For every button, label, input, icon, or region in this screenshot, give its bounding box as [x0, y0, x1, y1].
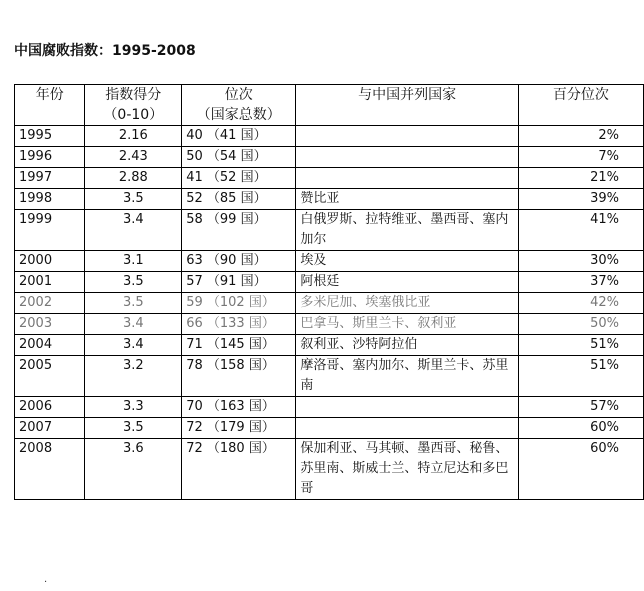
- table-row: [15, 210, 644, 251]
- percentile-cell: 2%: [518, 126, 643, 147]
- score-cell: 2.16: [85, 126, 182, 147]
- year-cell: 1999: [15, 210, 85, 251]
- rank-cell: 66 （133 国）: [182, 314, 296, 335]
- table-header-row: [15, 85, 644, 126]
- peers-cell: 阿根廷: [296, 272, 518, 293]
- rank-cell: 71 （145 国）: [182, 335, 296, 356]
- header-score: [85, 85, 182, 126]
- year-cell: 2007: [15, 418, 85, 439]
- table-row: [15, 168, 644, 189]
- rank-cell: 72 （180 国）: [182, 439, 296, 500]
- rank-cell: 58 （99 国）: [182, 210, 296, 251]
- score-cell: 3.6: [85, 439, 182, 500]
- rank-cell: 72 （179 国）: [182, 418, 296, 439]
- peers-cell: 赞比亚: [296, 189, 518, 210]
- year-cell: 1998: [15, 189, 85, 210]
- peers-cell: 巴拿马、斯里兰卡、叙利亚: [296, 314, 518, 335]
- peers-cell: [296, 126, 518, 147]
- percentile-cell: 51%: [518, 356, 643, 397]
- header-score-sub: （0-10）: [103, 107, 164, 123]
- rank-cell: 40 （41 国）: [182, 126, 296, 147]
- score-cell: 3.5: [85, 272, 182, 293]
- table-row: [15, 314, 644, 335]
- table-row: [15, 335, 644, 356]
- rank-cell: 57 （91 国）: [182, 272, 296, 293]
- table-row: [15, 126, 644, 147]
- table-body: [15, 126, 644, 500]
- table-row: [15, 189, 644, 210]
- score-cell: 2.88: [85, 168, 182, 189]
- score-cell: 2.43: [85, 147, 182, 168]
- percentile-cell: 21%: [518, 168, 643, 189]
- header-percentile: 百分位次: [518, 85, 643, 126]
- percentile-cell: 41%: [518, 210, 643, 251]
- year-cell: 2003: [15, 314, 85, 335]
- page-title: 中国腐败指数：1995-2008: [14, 43, 196, 59]
- year-cell: 2006: [15, 397, 85, 418]
- header-score-label: 指数得分: [105, 87, 162, 103]
- peers-cell: 多米尼加、埃塞俄比亚: [296, 293, 518, 314]
- rank-cell: 50 （54 国）: [182, 147, 296, 168]
- table-row: [15, 356, 644, 397]
- year-cell: 1995: [15, 126, 85, 147]
- table-row: [15, 439, 644, 500]
- rank-cell: 41 （52 国）: [182, 168, 296, 189]
- peers-cell: 白俄罗斯、拉特维亚、墨西哥、塞内加尔: [296, 210, 518, 251]
- percentile-cell: 39%: [518, 189, 643, 210]
- score-cell: 3.5: [85, 189, 182, 210]
- rank-cell: 59 （102 国）: [182, 293, 296, 314]
- peers-cell: 保加利亚、马其顿、墨西哥、秘鲁、苏里南、斯威士兰、特立尼达和多巴哥: [296, 439, 518, 500]
- percentile-cell: 7%: [518, 147, 643, 168]
- header-rank-label: 位次: [224, 87, 253, 103]
- peers-cell: 摩洛哥、塞内加尔、斯里兰卡、苏里南: [296, 356, 518, 397]
- percentile-cell: 51%: [518, 335, 643, 356]
- percentile-cell: 30%: [518, 251, 643, 272]
- score-cell: 3.5: [85, 418, 182, 439]
- percentile-cell: 57%: [518, 397, 643, 418]
- stray-mark: ·: [44, 577, 48, 588]
- score-cell: 3.4: [85, 314, 182, 335]
- score-cell: 3.3: [85, 397, 182, 418]
- table-row: [15, 293, 644, 314]
- year-cell: 2005: [15, 356, 85, 397]
- peers-cell: [296, 147, 518, 168]
- header-rank-sub: （国家总数）: [196, 107, 281, 123]
- rank-cell: 52 （85 国）: [182, 189, 296, 210]
- corruption-index-table: [14, 84, 644, 500]
- rank-cell: 63 （90 国）: [182, 251, 296, 272]
- peers-cell: 叙利亚、沙特阿拉伯: [296, 335, 518, 356]
- header-year: 年份: [15, 85, 85, 126]
- rank-cell: 78 （158 国）: [182, 356, 296, 397]
- year-cell: 2008: [15, 439, 85, 500]
- table-row: [15, 418, 644, 439]
- peers-cell: 埃及: [296, 251, 518, 272]
- rank-cell: 70 （163 国）: [182, 397, 296, 418]
- year-cell: 1996: [15, 147, 85, 168]
- percentile-cell: 50%: [518, 314, 643, 335]
- year-cell: 2002: [15, 293, 85, 314]
- table-row: [15, 272, 644, 293]
- header-rank: [182, 85, 296, 126]
- peers-cell: [296, 397, 518, 418]
- score-cell: 3.4: [85, 210, 182, 251]
- table-row: [15, 397, 644, 418]
- score-cell: 3.4: [85, 335, 182, 356]
- percentile-cell: 42%: [518, 293, 643, 314]
- score-cell: 3.2: [85, 356, 182, 397]
- peers-cell: [296, 418, 518, 439]
- header-peers: 与中国并列国家: [296, 85, 518, 126]
- year-cell: 2001: [15, 272, 85, 293]
- year-cell: 1997: [15, 168, 85, 189]
- score-cell: 3.5: [85, 293, 182, 314]
- year-cell: 2004: [15, 335, 85, 356]
- year-cell: 2000: [15, 251, 85, 272]
- peers-cell: [296, 168, 518, 189]
- table-row: [15, 147, 644, 168]
- table-row: [15, 251, 644, 272]
- score-cell: 3.1: [85, 251, 182, 272]
- percentile-cell: 60%: [518, 439, 643, 500]
- percentile-cell: 60%: [518, 418, 643, 439]
- percentile-cell: 37%: [518, 272, 643, 293]
